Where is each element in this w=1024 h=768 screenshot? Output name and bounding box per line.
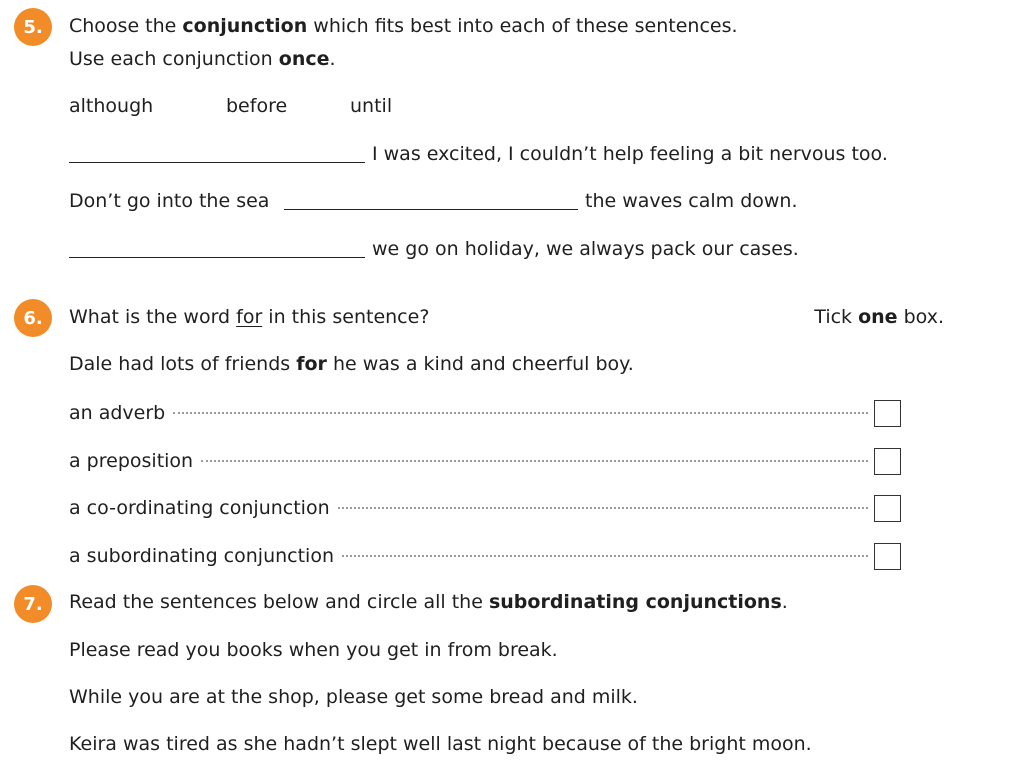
q5-sentence-3: we go on holiday, we always pack our cases.	[372, 238, 799, 260]
dotted-leader	[338, 507, 868, 509]
question-5-number: 5.	[14, 8, 52, 46]
q7-sentence-3[interactable]: Keira was tired as she hadn’t slept well last night because of the bright moon.	[69, 733, 812, 755]
q7-sentence-2[interactable]: While you are at the shop, please get some bread and milk.	[69, 686, 638, 708]
q5-sentence-2-start: Don’t go into the sea	[69, 190, 270, 212]
choice-label: a co-ordinating conjunction	[69, 496, 330, 519]
choice-coordinating-conjunction	[69, 494, 901, 522]
option-before: before	[226, 95, 288, 117]
option-until: until	[350, 95, 393, 117]
q7-sentence-1[interactable]: Please read you books when you get in from break.	[69, 639, 558, 661]
q5-instruction-2: Use each conjunction once.	[69, 48, 336, 70]
q6-question: What is the word for in this sentence?	[69, 306, 430, 328]
choice-an-adverb	[69, 399, 901, 427]
q5-sentence-2-end: the waves calm down.	[585, 190, 798, 212]
answer-blank-2[interactable]	[284, 209, 578, 210]
q7-instruction: Read the sentences below and circle all the subordinating conjunctions.	[69, 591, 788, 613]
tick-box[interactable]	[874, 448, 901, 475]
q6-sentence: Dale had lots of friends for he was a kind and cheerful boy.	[69, 353, 634, 375]
dotted-leader	[173, 412, 868, 414]
tick-box[interactable]	[874, 495, 901, 522]
q5-sentence-1: I was excited, I couldn’t help feeling a bit nervous too.	[372, 143, 888, 165]
question-7-number: 7.	[14, 585, 52, 623]
question-6-number: 6.	[14, 299, 52, 337]
option-although: although	[69, 95, 154, 117]
answer-blank-1[interactable]	[69, 162, 365, 163]
tick-box[interactable]	[874, 400, 901, 427]
dotted-leader	[201, 460, 868, 462]
tick-box[interactable]	[874, 543, 901, 570]
choice-label: a preposition	[69, 449, 194, 472]
answer-blank-3[interactable]	[69, 257, 365, 258]
q5-instruction: Choose the conjunction which fits best into each of these sentences.	[69, 15, 738, 37]
choice-a-preposition	[69, 447, 901, 475]
choice-label: a subordinating conjunction	[69, 544, 334, 567]
choice-subordinating-conjunction	[69, 542, 901, 570]
dotted-leader	[342, 555, 868, 557]
choice-label: an adverb	[69, 401, 166, 424]
tick-instruction: Tick one box.	[814, 306, 944, 328]
